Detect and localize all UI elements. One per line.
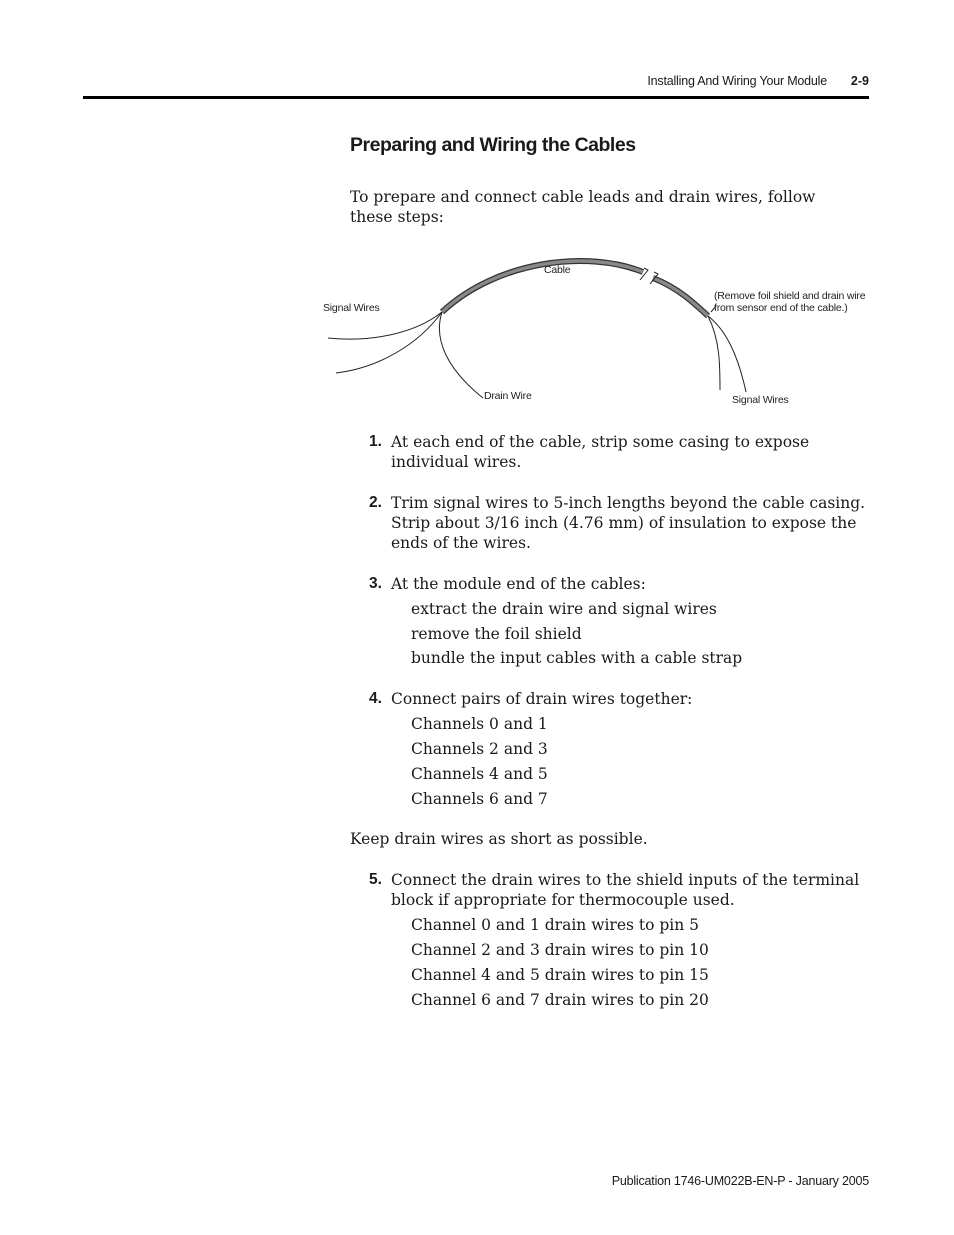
running-header [0, 74, 954, 94]
publication-footer: Publication 1746-UM022B-EN-P - January 2005 [611, 1174, 869, 1188]
step-subitem: Channels 0 and 1 [411, 715, 548, 733]
step-subitem: Channel 6 and 7 drain wires to pin 20 [411, 991, 709, 1009]
step-text: Connect pairs of drain wires together: [391, 690, 693, 708]
foil-shield-note: (Remove foil shield and drain wire from sensor end of the cable.) [714, 290, 866, 314]
drain-wire-note: Keep drain wires as short as possible. [350, 830, 648, 848]
step-subitem: Channels 2 and 3 [411, 740, 548, 758]
step-number: 5. [369, 871, 382, 888]
signal-wire [336, 312, 442, 373]
step-text: At the module end of the cables: [391, 575, 646, 593]
step-subitem: extract the drain wire and signal wires [411, 600, 717, 618]
step-text: At each end of the cable, strip some casing to expose individual wires. [391, 433, 810, 471]
step-text: Connect the drain wires to the shield inputs of the terminal block if appropriate for thermocouple used. [391, 871, 860, 909]
step-subitem: bundle the input cables with a cable strap [411, 649, 743, 667]
drain-wire-label: Drain Wire [484, 390, 532, 402]
step-text: Trim signal wires to 5-inch lengths beyond the cable casing. Strip about 3/16 inch (4.76 mm) of insulation to expose the ends of the wires. [391, 494, 866, 552]
step-subitem: Channel 2 and 3 drain wires to pin 10 [411, 941, 709, 959]
step-subitem: remove the foil shield [411, 625, 582, 643]
drain-wire-line [439, 312, 483, 398]
signal-wires-left-label: Signal Wires [323, 302, 380, 314]
step-subitem: Channels 4 and 5 [411, 765, 548, 783]
step-number: 2. [369, 494, 382, 511]
header-section-title: Installing And Wiring Your Module [647, 74, 827, 88]
step-subitem: Channels 6 and 7 [411, 790, 548, 808]
signal-wire [708, 316, 746, 392]
cable-label: Cable [544, 264, 571, 276]
step-subitem: Channel 0 and 1 drain wires to pin 5 [411, 916, 700, 934]
intro-paragraph: To prepare and connect cable leads and drain wires, follow these steps: [350, 188, 816, 226]
step-number: 1. [369, 433, 382, 450]
header-rule [83, 96, 869, 99]
step-subitem: Channel 4 and 5 drain wires to pin 15 [411, 966, 709, 984]
section-title: Preparing and Wiring the Cables [350, 134, 636, 156]
step-number: 4. [369, 690, 382, 707]
page-number: 2-9 [850, 74, 869, 88]
cable-diagram [318, 250, 878, 420]
signal-wire [708, 316, 720, 390]
step-number: 3. [369, 575, 382, 592]
cable-drawing [318, 250, 878, 420]
signal-wires-right-label: Signal Wires [732, 394, 789, 406]
signal-wire [328, 312, 442, 339]
cable-body [442, 261, 643, 312]
